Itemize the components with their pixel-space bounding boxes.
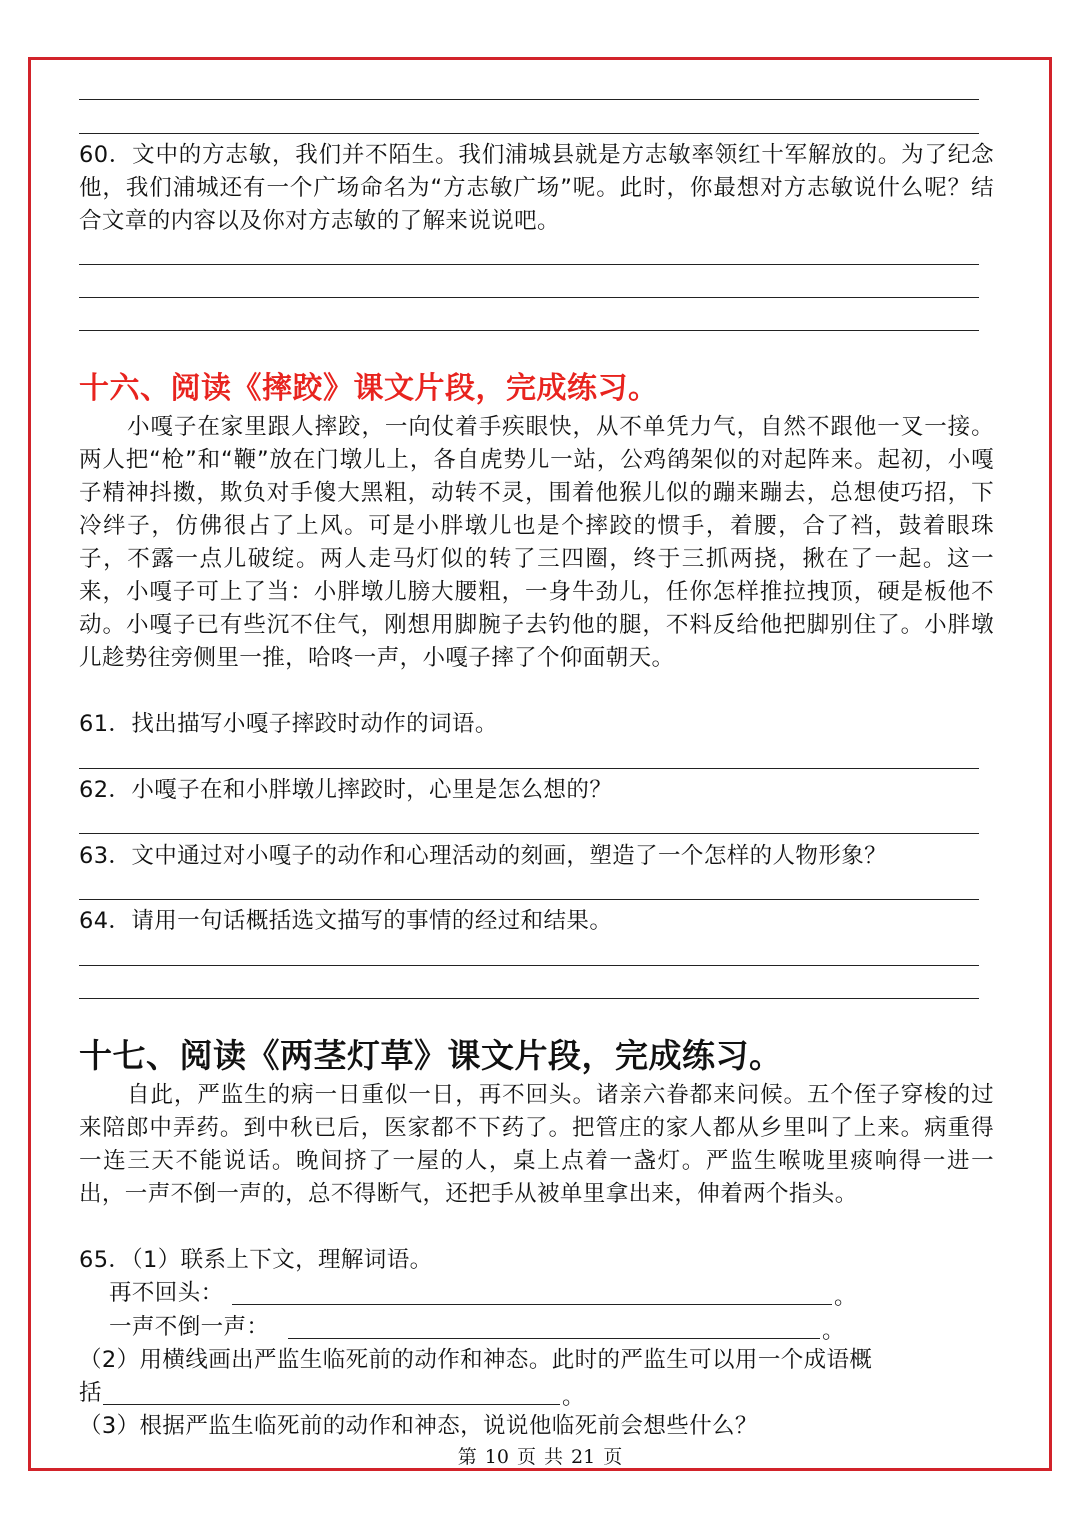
- question-63: 63．文中通过对小嘎子的动作和心理活动的刻画，塑造了一个怎样的人物形象？: [79, 843, 888, 869]
- question-65-1: 65．（1）联系上下文，理解词语。: [79, 1247, 433, 1273]
- term-1-label: 再不回头：: [109, 1280, 224, 1306]
- current-page-number: 10: [484, 1446, 509, 1468]
- section-16-title: 十六、阅读《摔跤》课文片段，完成练习。: [79, 371, 659, 406]
- idiom-blank[interactable]: [103, 1404, 560, 1405]
- term-2-blank[interactable]: [288, 1338, 820, 1339]
- term-2-period: 。: [822, 1318, 845, 1344]
- answer-line[interactable]: [79, 899, 979, 900]
- section-17-passage: 自此，严监生的病一日重似一日，再不回头。诸亲六眷都来问候。五个侄子穿梭的过来陪郎中弄药。到中秋已后，医家都不下药了。把管庄的家人都从乡里叫了上来。病重得一连三天不能说话。晚间挤了一屋的人，桌上点着一盏灯。严监生喉咙里痰响得一进一出，一声不倒一声的，总不得断气，还把手从被单里拿出来，伸着两个指头。: [79, 1082, 994, 1207]
- answer-line[interactable]: [79, 297, 979, 298]
- question-65-3: （3）根据严监生临死前的动作和神态，说说他临死前会想些什么？: [79, 1413, 758, 1439]
- answer-line[interactable]: [79, 330, 979, 331]
- answer-line[interactable]: [79, 998, 979, 999]
- question-64: 64．请用一句话概括选文描写的事情的经过和结果。: [79, 908, 613, 934]
- answer-line[interactable]: [79, 965, 979, 966]
- answer-line[interactable]: [79, 99, 979, 100]
- total-pages: 21: [571, 1446, 596, 1468]
- section-17-title: 十七、阅读《两茎灯草》课文片段，完成练习。: [79, 1036, 783, 1075]
- question-65-2-cont: 括: [79, 1380, 102, 1406]
- term-1-period: 。: [834, 1284, 857, 1310]
- question-60: 60．文中的方志敏，我们并不陌生。我们浦城县就是方志敏率领红十军解放的。为了纪念他，我们浦城还有一个广场命名为“方志敏广场”呢。此时，你最想对方志敏说什么呢？结合文章的内容以及你对方志敏的了解来说说吧。: [79, 142, 994, 234]
- footer-di: 第: [457, 1446, 477, 1468]
- answer-line[interactable]: [79, 768, 979, 769]
- question-61: 61．找出描写小嘎子摔跤时动作的词语。: [79, 711, 498, 737]
- term-2-label: 一声不倒一声：: [109, 1314, 270, 1340]
- footer-ye-2: 页: [603, 1446, 623, 1468]
- footer-gong: 共: [544, 1446, 564, 1468]
- term-1-blank[interactable]: [232, 1304, 832, 1305]
- answer-line[interactable]: [79, 133, 979, 134]
- footer-ye: 页: [516, 1446, 536, 1468]
- section-16-passage: 小嘎子在家里跟人摔跤，一向仗着手疾眼快，从不单凭力气，自然不跟他一叉一接。两人把“枪”和“鞭”放在门墩儿上，各自虎势儿一站，公鸡鹐架似的对起阵来。起初，小嘎子精神抖擞，欺负对手傻大黑粗，动转不灵，围着他猴儿似的蹦来蹦去，总想使巧招，下冷绊子，仿佛很占了上风。可是小胖墩儿也是个摔跤的惯手，着腰，合了裆，鼓着眼珠子，不露一点儿破绽。两人走马灯似的转了三四圈，终于三抓两挠，揪在了一起。这一来，小嘎子可上了当：小胖墩儿膀大腰粗，一身牛劲儿，任你怎样推拉拽顶，硬是板他不动。小嘎子已有些沉不住气，刚想用脚腕子去钓他的腿，不料反给他把脚别住了。小胖墩儿趁势往旁侧里一推，哈咚一声，小嘎子摔了个仰面朝天。: [79, 414, 994, 671]
- answer-line[interactable]: [79, 833, 979, 834]
- question-62: 62．小嘎子在和小胖墩儿摔跤时，心里是怎么想的？: [79, 777, 613, 803]
- idiom-period: 。: [562, 1384, 585, 1410]
- question-65-2: （2）用横线画出严监生临死前的动作和神态。此时的严监生可以用一个成语概: [79, 1347, 873, 1373]
- answer-line[interactable]: [79, 264, 979, 265]
- page-footer: [0, 1444, 1080, 1470]
